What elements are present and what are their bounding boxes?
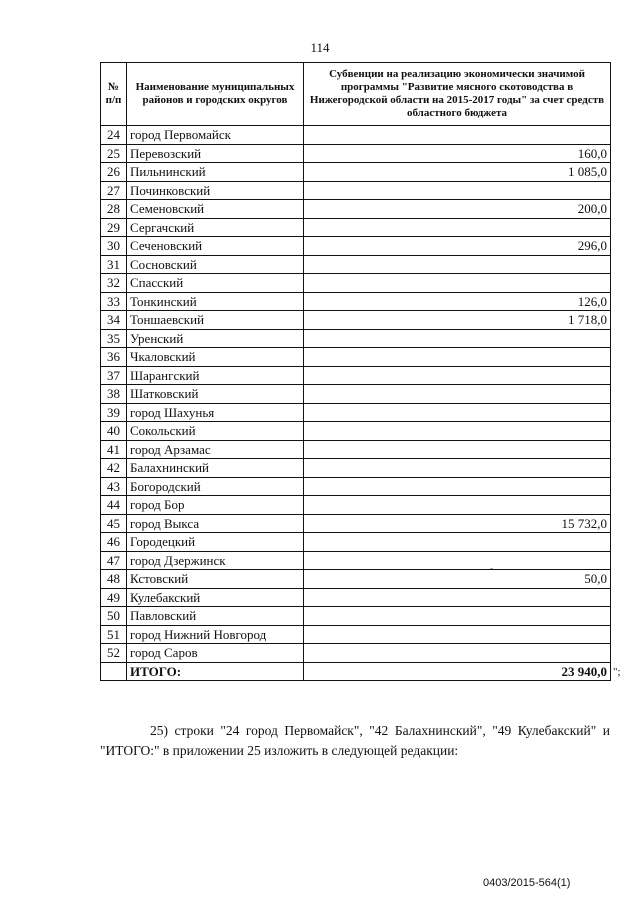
row-value	[304, 607, 611, 626]
table-row	[101, 403, 611, 422]
row-name: город Первомайск	[127, 126, 304, 145]
table-row	[101, 514, 611, 533]
row-value	[304, 403, 611, 422]
row-value	[304, 551, 611, 570]
table-row	[101, 292, 611, 311]
table-row	[101, 588, 611, 607]
table-row	[101, 144, 611, 163]
row-name: Сосновский	[127, 255, 304, 274]
table-row	[101, 385, 611, 404]
table-row	[101, 163, 611, 182]
row-number: 27	[101, 181, 127, 200]
table-row	[101, 459, 611, 478]
table-row	[101, 274, 611, 293]
row-number: 44	[101, 496, 127, 515]
row-name: Спасский	[127, 274, 304, 293]
table-row	[101, 496, 611, 515]
row-name: город Саров	[127, 644, 304, 663]
row-number: 25	[101, 144, 127, 163]
table-row	[101, 533, 611, 552]
row-value	[304, 588, 611, 607]
row-name: Починковский	[127, 181, 304, 200]
row-number: 29	[101, 218, 127, 237]
row-number: 41	[101, 440, 127, 459]
amendment-text: 25) строки "24 город Первомайск", "42 Балахнинский", "49 Кулебакский" и "ИТОГО:" в приложении 25 изложить в следующей редакции:	[100, 723, 610, 758]
document-code: 0403/2015-564(1)	[483, 877, 571, 889]
table-row	[101, 570, 611, 589]
row-number: 37	[101, 366, 127, 385]
row-value	[304, 274, 611, 293]
table-row	[101, 440, 611, 459]
row-value: 1 085,0	[304, 163, 611, 182]
row-number: 34	[101, 311, 127, 330]
row-name: Тонкинский	[127, 292, 304, 311]
header-subsidy: Субвенции на реализацию экономически значимой программы "Развитие мясного скотоводства в Нижегородской области на 2015-2017 годы" за счет средств областного бюджета	[304, 63, 611, 126]
row-name: Шарангский	[127, 366, 304, 385]
row-name: Тоншаевский	[127, 311, 304, 330]
row-number: 47	[101, 551, 127, 570]
amendment-paragraph	[100, 721, 610, 761]
table-row	[101, 126, 611, 145]
row-name: Павловский	[127, 607, 304, 626]
row-number: 30	[101, 237, 127, 256]
row-name: Кулебакский	[127, 588, 304, 607]
table-row	[101, 551, 611, 570]
row-number: 38	[101, 385, 127, 404]
total-value: 23 940,0	[304, 662, 611, 681]
row-number: 51	[101, 625, 127, 644]
row-value: 160,0	[304, 144, 611, 163]
row-number: 39	[101, 403, 127, 422]
table-row	[101, 181, 611, 200]
row-name: Шатковский	[127, 385, 304, 404]
table-row	[101, 625, 611, 644]
row-name: Богородский	[127, 477, 304, 496]
row-name: Перевозский	[127, 144, 304, 163]
table-row	[101, 477, 611, 496]
table-row	[101, 200, 611, 219]
row-number: 52	[101, 644, 127, 663]
total-label: ИТОГО:	[127, 662, 304, 681]
table-row	[101, 255, 611, 274]
row-name: Семеновский	[127, 200, 304, 219]
subsidy-table	[100, 62, 611, 681]
row-name: Пильнинский	[127, 163, 304, 182]
table-body	[101, 126, 611, 681]
table-row	[101, 329, 611, 348]
row-value: 1 718,0	[304, 311, 611, 330]
row-value	[304, 181, 611, 200]
row-number: 50	[101, 607, 127, 626]
total-row	[101, 662, 611, 681]
row-number: 32	[101, 274, 127, 293]
row-value	[304, 255, 611, 274]
closing-quote-mark: ";	[613, 666, 621, 678]
row-value	[304, 366, 611, 385]
table-header-row	[101, 63, 611, 126]
row-value	[304, 218, 611, 237]
table-row	[101, 366, 611, 385]
row-number: 28	[101, 200, 127, 219]
row-value: 15 732,0	[304, 514, 611, 533]
row-value	[304, 496, 611, 515]
row-number: 45	[101, 514, 127, 533]
row-name: Сеченовский	[127, 237, 304, 256]
row-number: 26	[101, 163, 127, 182]
row-number: 46	[101, 533, 127, 552]
row-name: Чкаловский	[127, 348, 304, 367]
row-number: 42	[101, 459, 127, 478]
table-row	[101, 311, 611, 330]
row-number: 43	[101, 477, 127, 496]
row-value: 296,0	[304, 237, 611, 256]
table-row	[101, 218, 611, 237]
row-value: 126,0	[304, 292, 611, 311]
row-value	[304, 126, 611, 145]
row-name: Уренский	[127, 329, 304, 348]
row-value	[304, 533, 611, 552]
table-row	[101, 422, 611, 441]
row-number: 49	[101, 588, 127, 607]
row-number: 48	[101, 570, 127, 589]
row-value: 200,0	[304, 200, 611, 219]
row-name: город Шахунья	[127, 403, 304, 422]
row-number: 40	[101, 422, 127, 441]
row-name: город Дзержинск	[127, 551, 304, 570]
table-row	[101, 348, 611, 367]
row-name: Городецкий	[127, 533, 304, 552]
row-value: 50,0	[304, 570, 611, 589]
table-row	[101, 644, 611, 663]
row-value	[304, 477, 611, 496]
row-name: Сергачский	[127, 218, 304, 237]
row-name: город Арзамас	[127, 440, 304, 459]
table-row	[101, 237, 611, 256]
row-value	[304, 422, 611, 441]
total-num-cell	[101, 662, 127, 681]
row-value	[304, 329, 611, 348]
row-number: 35	[101, 329, 127, 348]
row-name: Сокольский	[127, 422, 304, 441]
row-value	[304, 348, 611, 367]
scan-artifact: -	[490, 563, 494, 574]
row-name: город Выкса	[127, 514, 304, 533]
row-value	[304, 440, 611, 459]
header-num: № п/п	[101, 63, 127, 126]
row-number: 31	[101, 255, 127, 274]
header-name: Наименование муниципальных районов и городских округов	[127, 63, 304, 126]
row-number: 36	[101, 348, 127, 367]
row-value	[304, 625, 611, 644]
row-name: Балахнинский	[127, 459, 304, 478]
row-value	[304, 459, 611, 478]
row-name: город Нижний Новгород	[127, 625, 304, 644]
table-row	[101, 607, 611, 626]
row-value	[304, 385, 611, 404]
row-number: 24	[101, 126, 127, 145]
row-number: 33	[101, 292, 127, 311]
row-name: город Бор	[127, 496, 304, 515]
page-number: 114	[310, 40, 330, 55]
row-name: Кстовский	[127, 570, 304, 589]
row-value	[304, 644, 611, 663]
